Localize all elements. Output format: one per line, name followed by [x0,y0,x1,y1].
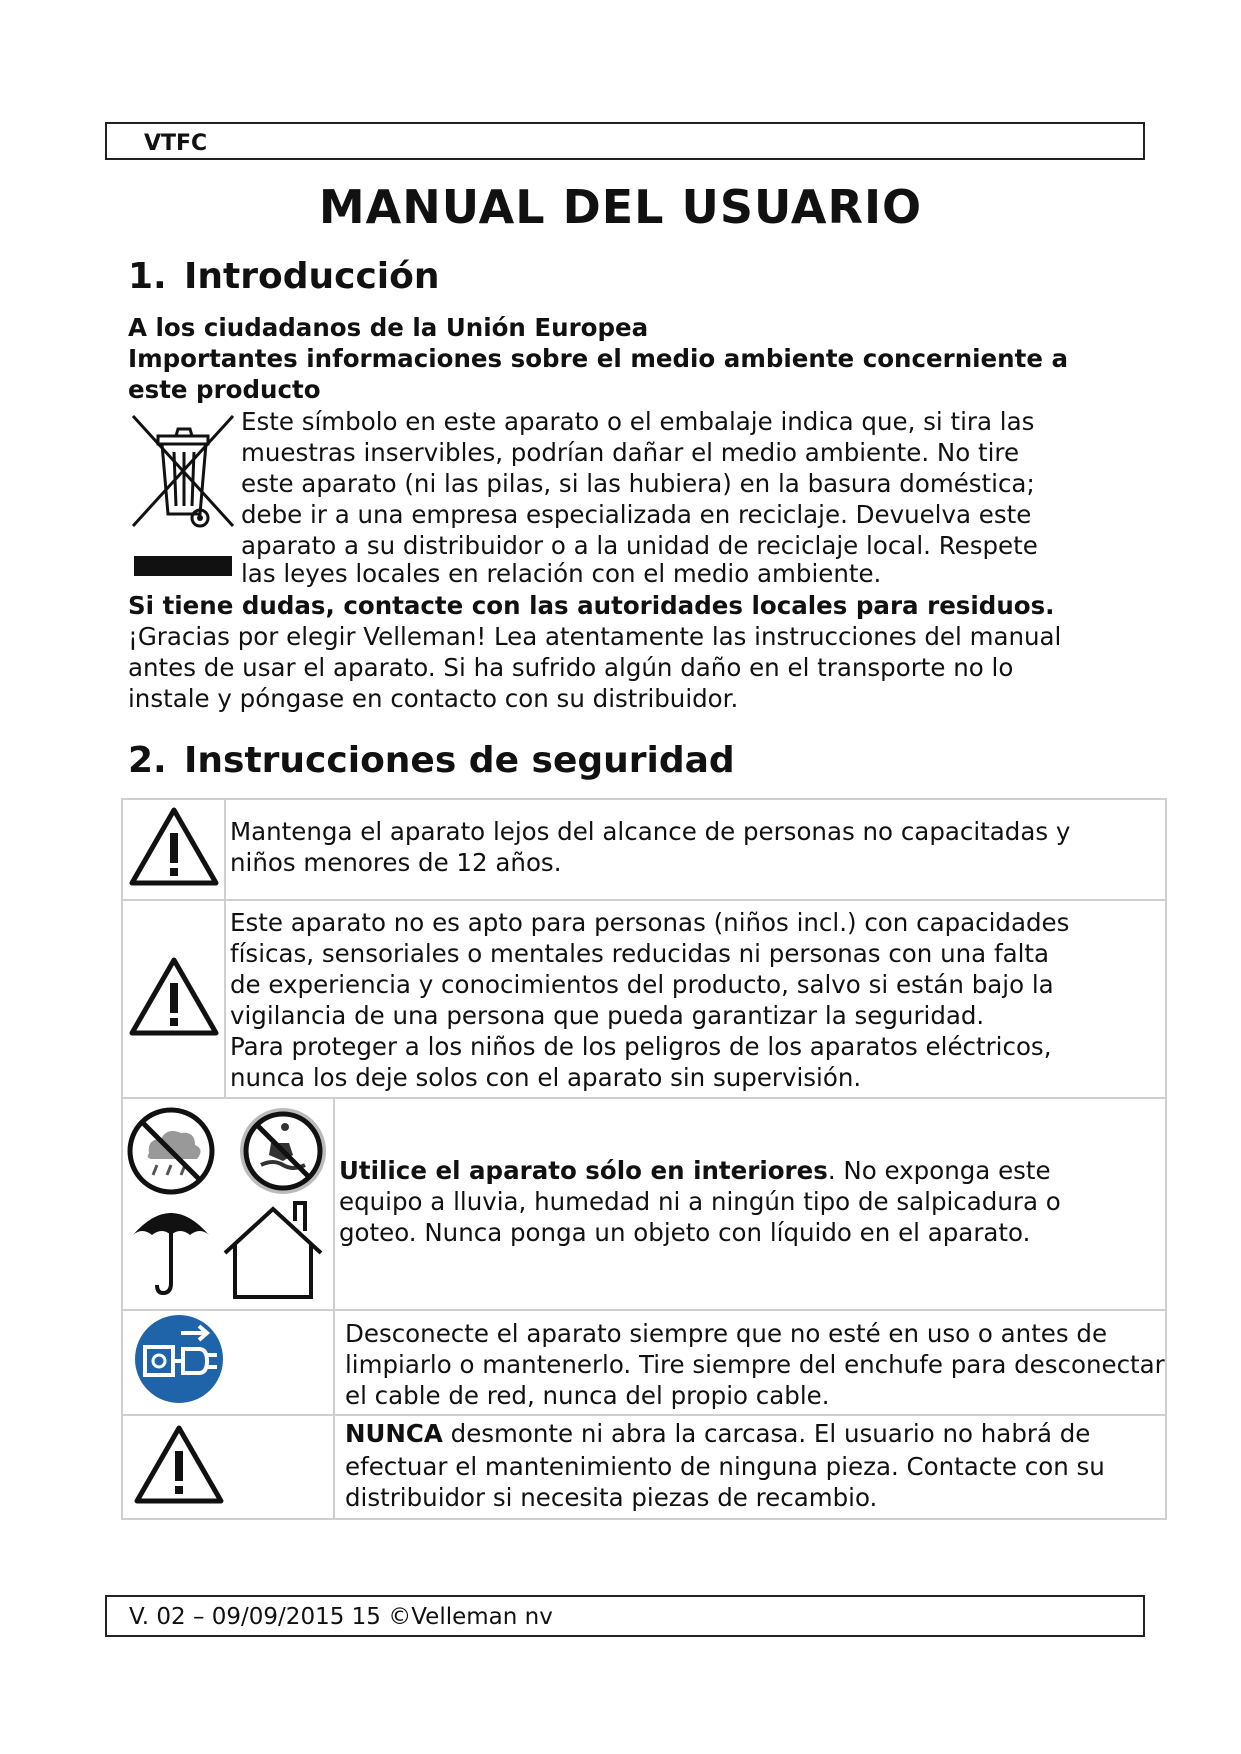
row2-line-3: de experiencia y conocimientos del producto, salvo si están bajo la [230,970,1054,999]
weee-line-3: este aparato (ni las pilas, si las hubiera) en la basura doméstica; [241,469,1035,498]
unplug-icon [133,1313,225,1405]
row1-line-2: niños menores de 12 años. [230,848,562,877]
safety-row [122,900,1166,1098]
warning-triangle-icon [133,1423,225,1505]
row3-rest: . No exponga este [827,1156,1051,1185]
eu-title: A los ciudadanos de la Unión Europea [128,313,649,342]
header-box [105,122,1145,160]
section1-title: Introducción [184,256,440,297]
section1-heading [128,256,440,297]
doubts-line: Si tiene dudas, contacte con las autoridades locales para residuos. [128,591,1055,620]
row4-line-2: limpiarlo o mantenerlo. Tire siempre del enchufe para desconectar [345,1350,1165,1379]
thanks-line-1: ¡Gracias por elegir Velleman! Lea atentamente las instrucciones del manual [128,622,1062,651]
row5-rest: desmonte ni abra la carcasa. El usuario no habrá de [442,1419,1091,1448]
section2-title: Instrucciones de seguridad [184,740,735,781]
row5-line-3: distribuidor si necesita piezas de recambio. [345,1483,878,1512]
safety-text-cell [225,799,1166,900]
section2-heading [128,740,735,781]
safety-row [122,1098,1166,1310]
row5-bold: NUNCA [345,1419,443,1448]
header-model: VTFC [144,131,208,156]
env-title-line-1: Importantes informaciones sobre el medio ambiente concerniente a [128,344,1069,373]
row4-line-3: el cable de red, nunca del propio cable. [345,1381,830,1410]
no-rain-icon [130,1110,212,1192]
weee-bin-icon [128,414,238,584]
warning-triangle-icon [128,955,220,1037]
weee-line-1: Este símbolo en este aparato o el embalaje indica que, si tira las [241,407,1035,436]
safety-text-cell [225,900,1166,1098]
row2-line-4: vigilancia de una persona que pueda garantizar la seguridad. [230,1001,985,1030]
row3-line-2: equipo a lluvia, humedad ni a ningún tipo de salpicadura o [339,1187,1061,1216]
safety-text-cell [334,1415,1166,1519]
no-splash-icon [240,1108,326,1194]
row2-line-2: físicas, sensoriales o mentales reducidas ni personas con una falta [230,939,1050,968]
warning-triangle-icon [128,805,220,887]
safety-row [122,1415,1166,1519]
weee-line-2: muestras inservibles, podrían dañar el medio ambiente. No tire [241,438,1020,467]
row2-line-1: Este aparato no es apto para personas (niños incl.) con capacidades [230,908,1070,937]
weee-line-5: aparato a su distribuidor o a la unidad de reciclaje local. Respete [241,531,1038,560]
row2-line-6: nunca los deje solos con el aparato sin supervisión. [230,1063,862,1092]
safety-text-cell [334,1098,1166,1310]
indoor-icons-group [123,1103,333,1299]
row2-line-5: Para proteger a los niños de los peligros de los aparatos eléctricos, [230,1032,1052,1061]
page-title: MANUAL DEL USUARIO [318,180,923,234]
weee-line-6: las leyes locales en relación con el medio ambiente. [241,559,882,588]
env-title-line-2: este producto [128,375,321,404]
safety-row [122,1310,1166,1415]
footer-text: V. 02 – 09/09/2015 15 ©Velleman nv [129,1604,553,1630]
row3-bold: Utilice el aparato sólo en interiores [339,1156,828,1185]
row5-line-1 [345,1418,1165,1449]
row4-line-1: Desconecte el aparato siempre que no esté en uso o antes de [345,1319,1108,1348]
weee-line-4: debe ir a una empresa especializada en reciclaje. Devuelva este [241,500,1032,529]
safety-table [121,798,1167,1520]
safety-icon-cell [122,799,225,900]
safety-row [122,799,1166,900]
thanks-line-3: instale y póngase en contacto con su distribuidor. [128,684,739,713]
thanks-line-2: antes de usar el aparato. Si ha sufrido algún daño en el transporte no lo [128,653,1014,682]
row3-line-3: goteo. Nunca ponga un objeto con líquido en el aparato. [339,1218,1031,1247]
row3-line-1 [339,1155,1165,1186]
indoor-icons-cell [122,1098,334,1310]
section1-number: 1. [128,256,167,297]
house-icon [225,1203,321,1297]
footer-box [105,1595,1145,1637]
row1-line-1: Mantenga el aparato lejos del alcance de personas no capacitadas y [230,817,1071,846]
section2-number: 2. [128,740,167,781]
safety-text-cell [334,1310,1166,1415]
row5-line-2: efectuar el mantenimiento de ninguna pieza. Contacte con su [345,1452,1105,1481]
safety-icon-cell [122,900,225,1098]
umbrella-icon [133,1213,209,1293]
